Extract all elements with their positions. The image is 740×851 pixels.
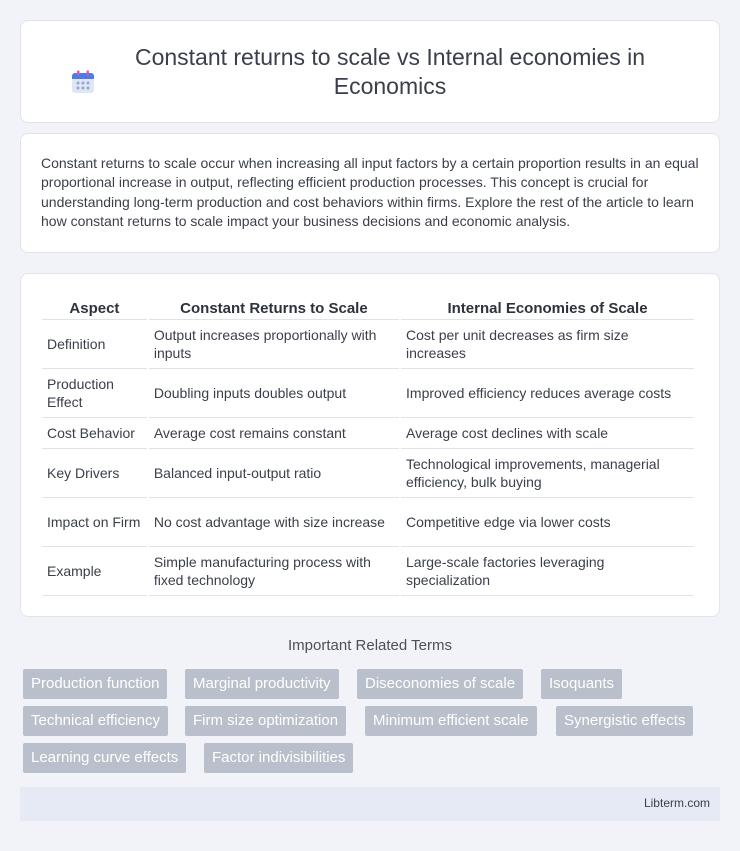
table-row (42, 369, 694, 418)
table-cell: Balanced input-output ratio (149, 449, 399, 498)
table-row (42, 449, 694, 498)
tag-diseconomies-of-scale[interactable]: Diseconomies of scale (357, 669, 523, 699)
table-cell: Competitive edge via lower costs (401, 498, 694, 547)
tag-isoquants[interactable]: Isoquants (541, 669, 622, 699)
table-row (42, 498, 694, 547)
table-cell: Large-scale factories leveraging specialization (401, 547, 694, 596)
table-cell: Simple manufacturing process with fixed technology (149, 547, 399, 596)
tag-marginal-productivity[interactable]: Marginal productivity (185, 669, 339, 699)
tag-technical-efficiency[interactable]: Technical efficiency (23, 706, 168, 736)
related-terms-title: Important Related Terms (288, 637, 452, 654)
calendar-icon (70, 69, 96, 95)
table-cell: Average cost remains constant (149, 418, 399, 449)
title-wrap (60, 43, 680, 101)
title-card (20, 20, 720, 123)
table-cell: Impact on Firm (42, 498, 147, 547)
table-row (42, 547, 694, 596)
table-cell: Technological improvements, managerial efficiency, bulk buying (401, 449, 694, 498)
tag-factor-indivisibilities[interactable]: Factor indivisibilities (204, 743, 353, 773)
table-cell: Cost per unit decreases as firm size increases (401, 320, 694, 369)
table-cell: Average cost declines with scale (401, 418, 694, 449)
table-cell: Output increases proportionally with inputs (149, 320, 399, 369)
table-cell: Production Effect (42, 369, 147, 418)
tag-synergistic-effects[interactable]: Synergistic effects (556, 706, 693, 736)
table-header-row (42, 296, 694, 320)
table-row (42, 320, 694, 369)
header-internal-economies: Internal Economies of Scale (401, 296, 694, 320)
tag-learning-curve-effects[interactable]: Learning curve effects (23, 743, 186, 773)
table-cell: Example (42, 547, 147, 596)
table-cell: Doubling inputs doubles output (149, 369, 399, 418)
tag-firm-size-optimization[interactable]: Firm size optimization (185, 706, 346, 736)
table-cell: Cost Behavior (42, 418, 147, 449)
table-cell: Key Drivers (42, 449, 147, 498)
comparison-table (40, 296, 696, 596)
header-constant-returns: Constant Returns to Scale (149, 296, 399, 320)
footer-site-link[interactable]: Libterm.com (643, 796, 710, 810)
tag-production-function[interactable]: Production function (23, 669, 167, 699)
intro-paragraph: Constant returns to scale occur when increasing all input factors by a certain proportion results in an equal proportional increase in output, reflecting efficient production processes. This concept is crucial for understanding long-term production and cost behaviors within firms. Explore the rest of the article to learn how constant returns to scale impact your business decisions and economic analysis. (41, 155, 699, 229)
footer (20, 787, 720, 821)
table-cell: No cost advantage with size increase (149, 498, 399, 547)
header-aspect: Aspect (42, 296, 147, 320)
comparison-card (20, 273, 720, 617)
table-row (42, 418, 694, 449)
table-cell: Improved efficiency reduces average costs (401, 369, 694, 418)
table-cell: Definition (42, 320, 147, 369)
page-title: Constant returns to scale vs Internal economies in Economics (134, 43, 646, 99)
intro-card (20, 133, 720, 253)
tag-minimum-efficient-scale[interactable]: Minimum efficient scale (365, 706, 537, 736)
